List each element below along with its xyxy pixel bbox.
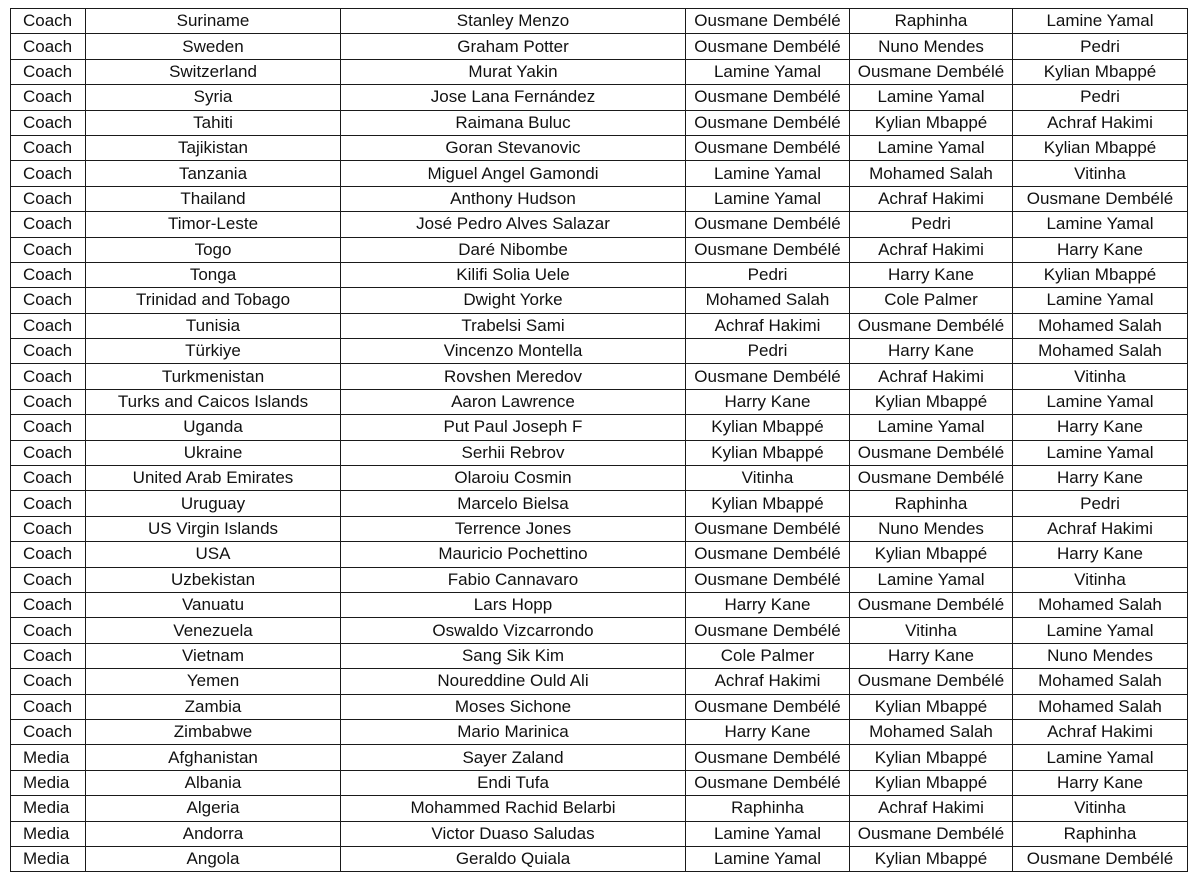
country-cell: Thailand	[86, 186, 341, 211]
third-choice-cell: Mohamed Salah	[1013, 592, 1188, 617]
category-cell: Coach	[11, 694, 86, 719]
third-choice-cell: Harry Kane	[1013, 237, 1188, 262]
table-row	[11, 415, 1188, 440]
second-choice-cell: Ousmane Dembélé	[850, 440, 1013, 465]
third-choice-cell: Mohamed Salah	[1013, 669, 1188, 694]
second-choice-cell: Ousmane Dembélé	[850, 466, 1013, 491]
category-cell: Coach	[11, 110, 86, 135]
third-choice-cell: Lamine Yamal	[1013, 9, 1188, 34]
second-choice-cell: Nuno Mendes	[850, 34, 1013, 59]
table-row	[11, 846, 1188, 871]
country-cell: Tahiti	[86, 110, 341, 135]
voter-cell: Marcelo Bielsa	[341, 491, 686, 516]
country-cell: Tonga	[86, 262, 341, 287]
third-choice-cell: Pedri	[1013, 34, 1188, 59]
voter-cell: Graham Potter	[341, 34, 686, 59]
country-cell: Uzbekistan	[86, 567, 341, 592]
second-choice-cell: Ousmane Dembélé	[850, 821, 1013, 846]
third-choice-cell: Mohamed Salah	[1013, 694, 1188, 719]
third-choice-cell: Harry Kane	[1013, 466, 1188, 491]
table-row	[11, 618, 1188, 643]
first-choice-cell: Ousmane Dembélé	[686, 516, 850, 541]
table-row	[11, 694, 1188, 719]
second-choice-cell: Mohamed Salah	[850, 719, 1013, 744]
first-choice-cell: Ousmane Dembélé	[686, 34, 850, 59]
table-row	[11, 110, 1188, 135]
category-cell: Media	[11, 770, 86, 795]
table-row	[11, 796, 1188, 821]
second-choice-cell: Pedri	[850, 212, 1013, 237]
first-choice-cell: Harry Kane	[686, 389, 850, 414]
country-cell: Suriname	[86, 9, 341, 34]
country-cell: Timor-Leste	[86, 212, 341, 237]
second-choice-cell: Kylian Mbappé	[850, 745, 1013, 770]
category-cell: Coach	[11, 237, 86, 262]
country-cell: Zambia	[86, 694, 341, 719]
country-cell: Togo	[86, 237, 341, 262]
first-choice-cell: Kylian Mbappé	[686, 415, 850, 440]
second-choice-cell: Achraf Hakimi	[850, 186, 1013, 211]
table-row	[11, 85, 1188, 110]
votes-table	[10, 8, 1188, 872]
country-cell: Vanuatu	[86, 592, 341, 617]
country-cell: Sweden	[86, 34, 341, 59]
table-row	[11, 262, 1188, 287]
third-choice-cell: Lamine Yamal	[1013, 212, 1188, 237]
voter-cell: Daré Nibombe	[341, 237, 686, 262]
third-choice-cell: Kylian Mbappé	[1013, 135, 1188, 160]
first-choice-cell: Pedri	[686, 262, 850, 287]
voter-cell: Terrence Jones	[341, 516, 686, 541]
first-choice-cell: Ousmane Dembélé	[686, 9, 850, 34]
voter-cell: Geraldo Quiala	[341, 846, 686, 871]
second-choice-cell: Vitinha	[850, 618, 1013, 643]
category-cell: Coach	[11, 618, 86, 643]
third-choice-cell: Mohamed Salah	[1013, 313, 1188, 338]
country-cell: Trinidad and Tobago	[86, 288, 341, 313]
first-choice-cell: Ousmane Dembélé	[686, 110, 850, 135]
third-choice-cell: Harry Kane	[1013, 415, 1188, 440]
first-choice-cell: Ousmane Dembélé	[686, 135, 850, 160]
voter-cell: Jose Lana Fernández	[341, 85, 686, 110]
first-choice-cell: Ousmane Dembélé	[686, 364, 850, 389]
table-row	[11, 542, 1188, 567]
second-choice-cell: Lamine Yamal	[850, 85, 1013, 110]
table-row	[11, 339, 1188, 364]
category-cell: Coach	[11, 9, 86, 34]
second-choice-cell: Raphinha	[850, 491, 1013, 516]
table-row	[11, 643, 1188, 668]
voter-cell: Murat Yakin	[341, 59, 686, 84]
third-choice-cell: Achraf Hakimi	[1013, 719, 1188, 744]
table-row	[11, 288, 1188, 313]
category-cell: Coach	[11, 440, 86, 465]
country-cell: USA	[86, 542, 341, 567]
voter-cell: Goran Stevanovic	[341, 135, 686, 160]
third-choice-cell: Achraf Hakimi	[1013, 516, 1188, 541]
votes-table-body	[11, 9, 1188, 872]
country-cell: Andorra	[86, 821, 341, 846]
first-choice-cell: Vitinha	[686, 466, 850, 491]
table-row	[11, 466, 1188, 491]
second-choice-cell: Achraf Hakimi	[850, 796, 1013, 821]
category-cell: Coach	[11, 592, 86, 617]
table-row	[11, 389, 1188, 414]
table-row	[11, 821, 1188, 846]
second-choice-cell: Lamine Yamal	[850, 567, 1013, 592]
voter-cell: Put Paul Joseph F	[341, 415, 686, 440]
category-cell: Coach	[11, 415, 86, 440]
table-row	[11, 516, 1188, 541]
second-choice-cell: Kylian Mbappé	[850, 389, 1013, 414]
third-choice-cell: Vitinha	[1013, 161, 1188, 186]
third-choice-cell: Ousmane Dembélé	[1013, 846, 1188, 871]
country-cell: Venezuela	[86, 618, 341, 643]
first-choice-cell: Achraf Hakimi	[686, 669, 850, 694]
country-cell: Vietnam	[86, 643, 341, 668]
second-choice-cell: Nuno Mendes	[850, 516, 1013, 541]
voter-cell: Miguel Angel Gamondi	[341, 161, 686, 186]
table-row	[11, 440, 1188, 465]
table-row	[11, 719, 1188, 744]
voter-cell: Anthony Hudson	[341, 186, 686, 211]
second-choice-cell: Harry Kane	[850, 643, 1013, 668]
table-row	[11, 567, 1188, 592]
second-choice-cell: Harry Kane	[850, 262, 1013, 287]
second-choice-cell: Raphinha	[850, 9, 1013, 34]
second-choice-cell: Lamine Yamal	[850, 415, 1013, 440]
second-choice-cell: Kylian Mbappé	[850, 694, 1013, 719]
third-choice-cell: Kylian Mbappé	[1013, 59, 1188, 84]
category-cell: Media	[11, 796, 86, 821]
first-choice-cell: Lamine Yamal	[686, 186, 850, 211]
third-choice-cell: Lamine Yamal	[1013, 440, 1188, 465]
third-choice-cell: Lamine Yamal	[1013, 618, 1188, 643]
category-cell: Coach	[11, 466, 86, 491]
country-cell: Angola	[86, 846, 341, 871]
second-choice-cell: Achraf Hakimi	[850, 364, 1013, 389]
third-choice-cell: Vitinha	[1013, 364, 1188, 389]
first-choice-cell: Ousmane Dembélé	[686, 542, 850, 567]
category-cell: Coach	[11, 643, 86, 668]
category-cell: Coach	[11, 719, 86, 744]
country-cell: Albania	[86, 770, 341, 795]
category-cell: Coach	[11, 34, 86, 59]
second-choice-cell: Ousmane Dembélé	[850, 669, 1013, 694]
country-cell: Türkiye	[86, 339, 341, 364]
third-choice-cell: Nuno Mendes	[1013, 643, 1188, 668]
table-row	[11, 59, 1188, 84]
third-choice-cell: Lamine Yamal	[1013, 745, 1188, 770]
voter-cell: Lars Hopp	[341, 592, 686, 617]
voter-cell: Stanley Menzo	[341, 9, 686, 34]
table-row	[11, 364, 1188, 389]
third-choice-cell: Harry Kane	[1013, 542, 1188, 567]
country-cell: Switzerland	[86, 59, 341, 84]
second-choice-cell: Kylian Mbappé	[850, 110, 1013, 135]
voter-cell: Mauricio Pochettino	[341, 542, 686, 567]
country-cell: Yemen	[86, 669, 341, 694]
second-choice-cell: Achraf Hakimi	[850, 237, 1013, 262]
second-choice-cell: Kylian Mbappé	[850, 770, 1013, 795]
voter-cell: Dwight Yorke	[341, 288, 686, 313]
first-choice-cell: Ousmane Dembélé	[686, 567, 850, 592]
country-cell: US Virgin Islands	[86, 516, 341, 541]
third-choice-cell: Kylian Mbappé	[1013, 262, 1188, 287]
voter-cell: Mario Marinica	[341, 719, 686, 744]
category-cell: Coach	[11, 389, 86, 414]
category-cell: Coach	[11, 313, 86, 338]
table-row	[11, 135, 1188, 160]
voter-cell: Kilifi Solia Uele	[341, 262, 686, 287]
second-choice-cell: Ousmane Dembélé	[850, 313, 1013, 338]
category-cell: Coach	[11, 262, 86, 287]
second-choice-cell: Ousmane Dembélé	[850, 592, 1013, 617]
category-cell: Coach	[11, 135, 86, 160]
country-cell: Algeria	[86, 796, 341, 821]
country-cell: Uruguay	[86, 491, 341, 516]
voter-cell: Endi Tufa	[341, 770, 686, 795]
voter-cell: Raimana Buluc	[341, 110, 686, 135]
country-cell: Afghanistan	[86, 745, 341, 770]
table-row	[11, 9, 1188, 34]
table-row	[11, 34, 1188, 59]
third-choice-cell: Vitinha	[1013, 796, 1188, 821]
table-row	[11, 491, 1188, 516]
first-choice-cell: Harry Kane	[686, 592, 850, 617]
table-row	[11, 237, 1188, 262]
third-choice-cell: Achraf Hakimi	[1013, 110, 1188, 135]
first-choice-cell: Lamine Yamal	[686, 59, 850, 84]
voter-cell: Serhii Rebrov	[341, 440, 686, 465]
country-cell: Ukraine	[86, 440, 341, 465]
third-choice-cell: Ousmane Dembélé	[1013, 186, 1188, 211]
table-row	[11, 313, 1188, 338]
category-cell: Coach	[11, 161, 86, 186]
third-choice-cell: Lamine Yamal	[1013, 389, 1188, 414]
country-cell: Tajikistan	[86, 135, 341, 160]
category-cell: Coach	[11, 669, 86, 694]
country-cell: Turks and Caicos Islands	[86, 389, 341, 414]
voter-cell: Noureddine Ould Ali	[341, 669, 686, 694]
voter-cell: José Pedro Alves Salazar	[341, 212, 686, 237]
category-cell: Coach	[11, 85, 86, 110]
table-row	[11, 592, 1188, 617]
first-choice-cell: Kylian Mbappé	[686, 440, 850, 465]
category-cell: Coach	[11, 288, 86, 313]
first-choice-cell: Ousmane Dembélé	[686, 618, 850, 643]
third-choice-cell: Pedri	[1013, 491, 1188, 516]
first-choice-cell: Ousmane Dembélé	[686, 745, 850, 770]
voter-cell: Rovshen Meredov	[341, 364, 686, 389]
country-cell: Syria	[86, 85, 341, 110]
category-cell: Coach	[11, 491, 86, 516]
third-choice-cell: Vitinha	[1013, 567, 1188, 592]
category-cell: Coach	[11, 516, 86, 541]
category-cell: Media	[11, 846, 86, 871]
table-row	[11, 186, 1188, 211]
first-choice-cell: Achraf Hakimi	[686, 313, 850, 338]
category-cell: Coach	[11, 59, 86, 84]
second-choice-cell: Ousmane Dembélé	[850, 59, 1013, 84]
category-cell: Coach	[11, 339, 86, 364]
category-cell: Coach	[11, 567, 86, 592]
first-choice-cell: Ousmane Dembélé	[686, 85, 850, 110]
second-choice-cell: Harry Kane	[850, 339, 1013, 364]
category-cell: Coach	[11, 364, 86, 389]
first-choice-cell: Raphinha	[686, 796, 850, 821]
category-cell: Media	[11, 745, 86, 770]
country-cell: Uganda	[86, 415, 341, 440]
third-choice-cell: Harry Kane	[1013, 770, 1188, 795]
voter-cell: Fabio Cannavaro	[341, 567, 686, 592]
category-cell: Coach	[11, 186, 86, 211]
voter-cell: Victor Duaso Saludas	[341, 821, 686, 846]
voter-cell: Olaroiu Cosmin	[341, 466, 686, 491]
voter-cell: Trabelsi Sami	[341, 313, 686, 338]
country-cell: Tanzania	[86, 161, 341, 186]
first-choice-cell: Ousmane Dembélé	[686, 237, 850, 262]
country-cell: Tunisia	[86, 313, 341, 338]
second-choice-cell: Cole Palmer	[850, 288, 1013, 313]
first-choice-cell: Ousmane Dembélé	[686, 694, 850, 719]
category-cell: Coach	[11, 212, 86, 237]
table-row	[11, 745, 1188, 770]
second-choice-cell: Kylian Mbappé	[850, 542, 1013, 567]
third-choice-cell: Pedri	[1013, 85, 1188, 110]
voter-cell: Sang Sik Kim	[341, 643, 686, 668]
second-choice-cell: Kylian Mbappé	[850, 846, 1013, 871]
voter-cell: Vincenzo Montella	[341, 339, 686, 364]
first-choice-cell: Cole Palmer	[686, 643, 850, 668]
voter-cell: Aaron Lawrence	[341, 389, 686, 414]
table-row	[11, 212, 1188, 237]
third-choice-cell: Mohamed Salah	[1013, 339, 1188, 364]
country-cell: United Arab Emirates	[86, 466, 341, 491]
first-choice-cell: Kylian Mbappé	[686, 491, 850, 516]
first-choice-cell: Ousmane Dembélé	[686, 212, 850, 237]
second-choice-cell: Mohamed Salah	[850, 161, 1013, 186]
first-choice-cell: Ousmane Dembélé	[686, 770, 850, 795]
first-choice-cell: Pedri	[686, 339, 850, 364]
voter-cell: Sayer Zaland	[341, 745, 686, 770]
voter-cell: Mohammed Rachid Belarbi	[341, 796, 686, 821]
first-choice-cell: Lamine Yamal	[686, 846, 850, 871]
first-choice-cell: Harry Kane	[686, 719, 850, 744]
category-cell: Media	[11, 821, 86, 846]
table-row	[11, 669, 1188, 694]
voter-cell: Oswaldo Vizcarrondo	[341, 618, 686, 643]
second-choice-cell: Lamine Yamal	[850, 135, 1013, 160]
country-cell: Zimbabwe	[86, 719, 341, 744]
table-row	[11, 770, 1188, 795]
category-cell: Coach	[11, 542, 86, 567]
first-choice-cell: Mohamed Salah	[686, 288, 850, 313]
third-choice-cell: Lamine Yamal	[1013, 288, 1188, 313]
country-cell: Turkmenistan	[86, 364, 341, 389]
third-choice-cell: Raphinha	[1013, 821, 1188, 846]
table-row	[11, 161, 1188, 186]
first-choice-cell: Lamine Yamal	[686, 161, 850, 186]
voter-cell: Moses Sichone	[341, 694, 686, 719]
first-choice-cell: Lamine Yamal	[686, 821, 850, 846]
